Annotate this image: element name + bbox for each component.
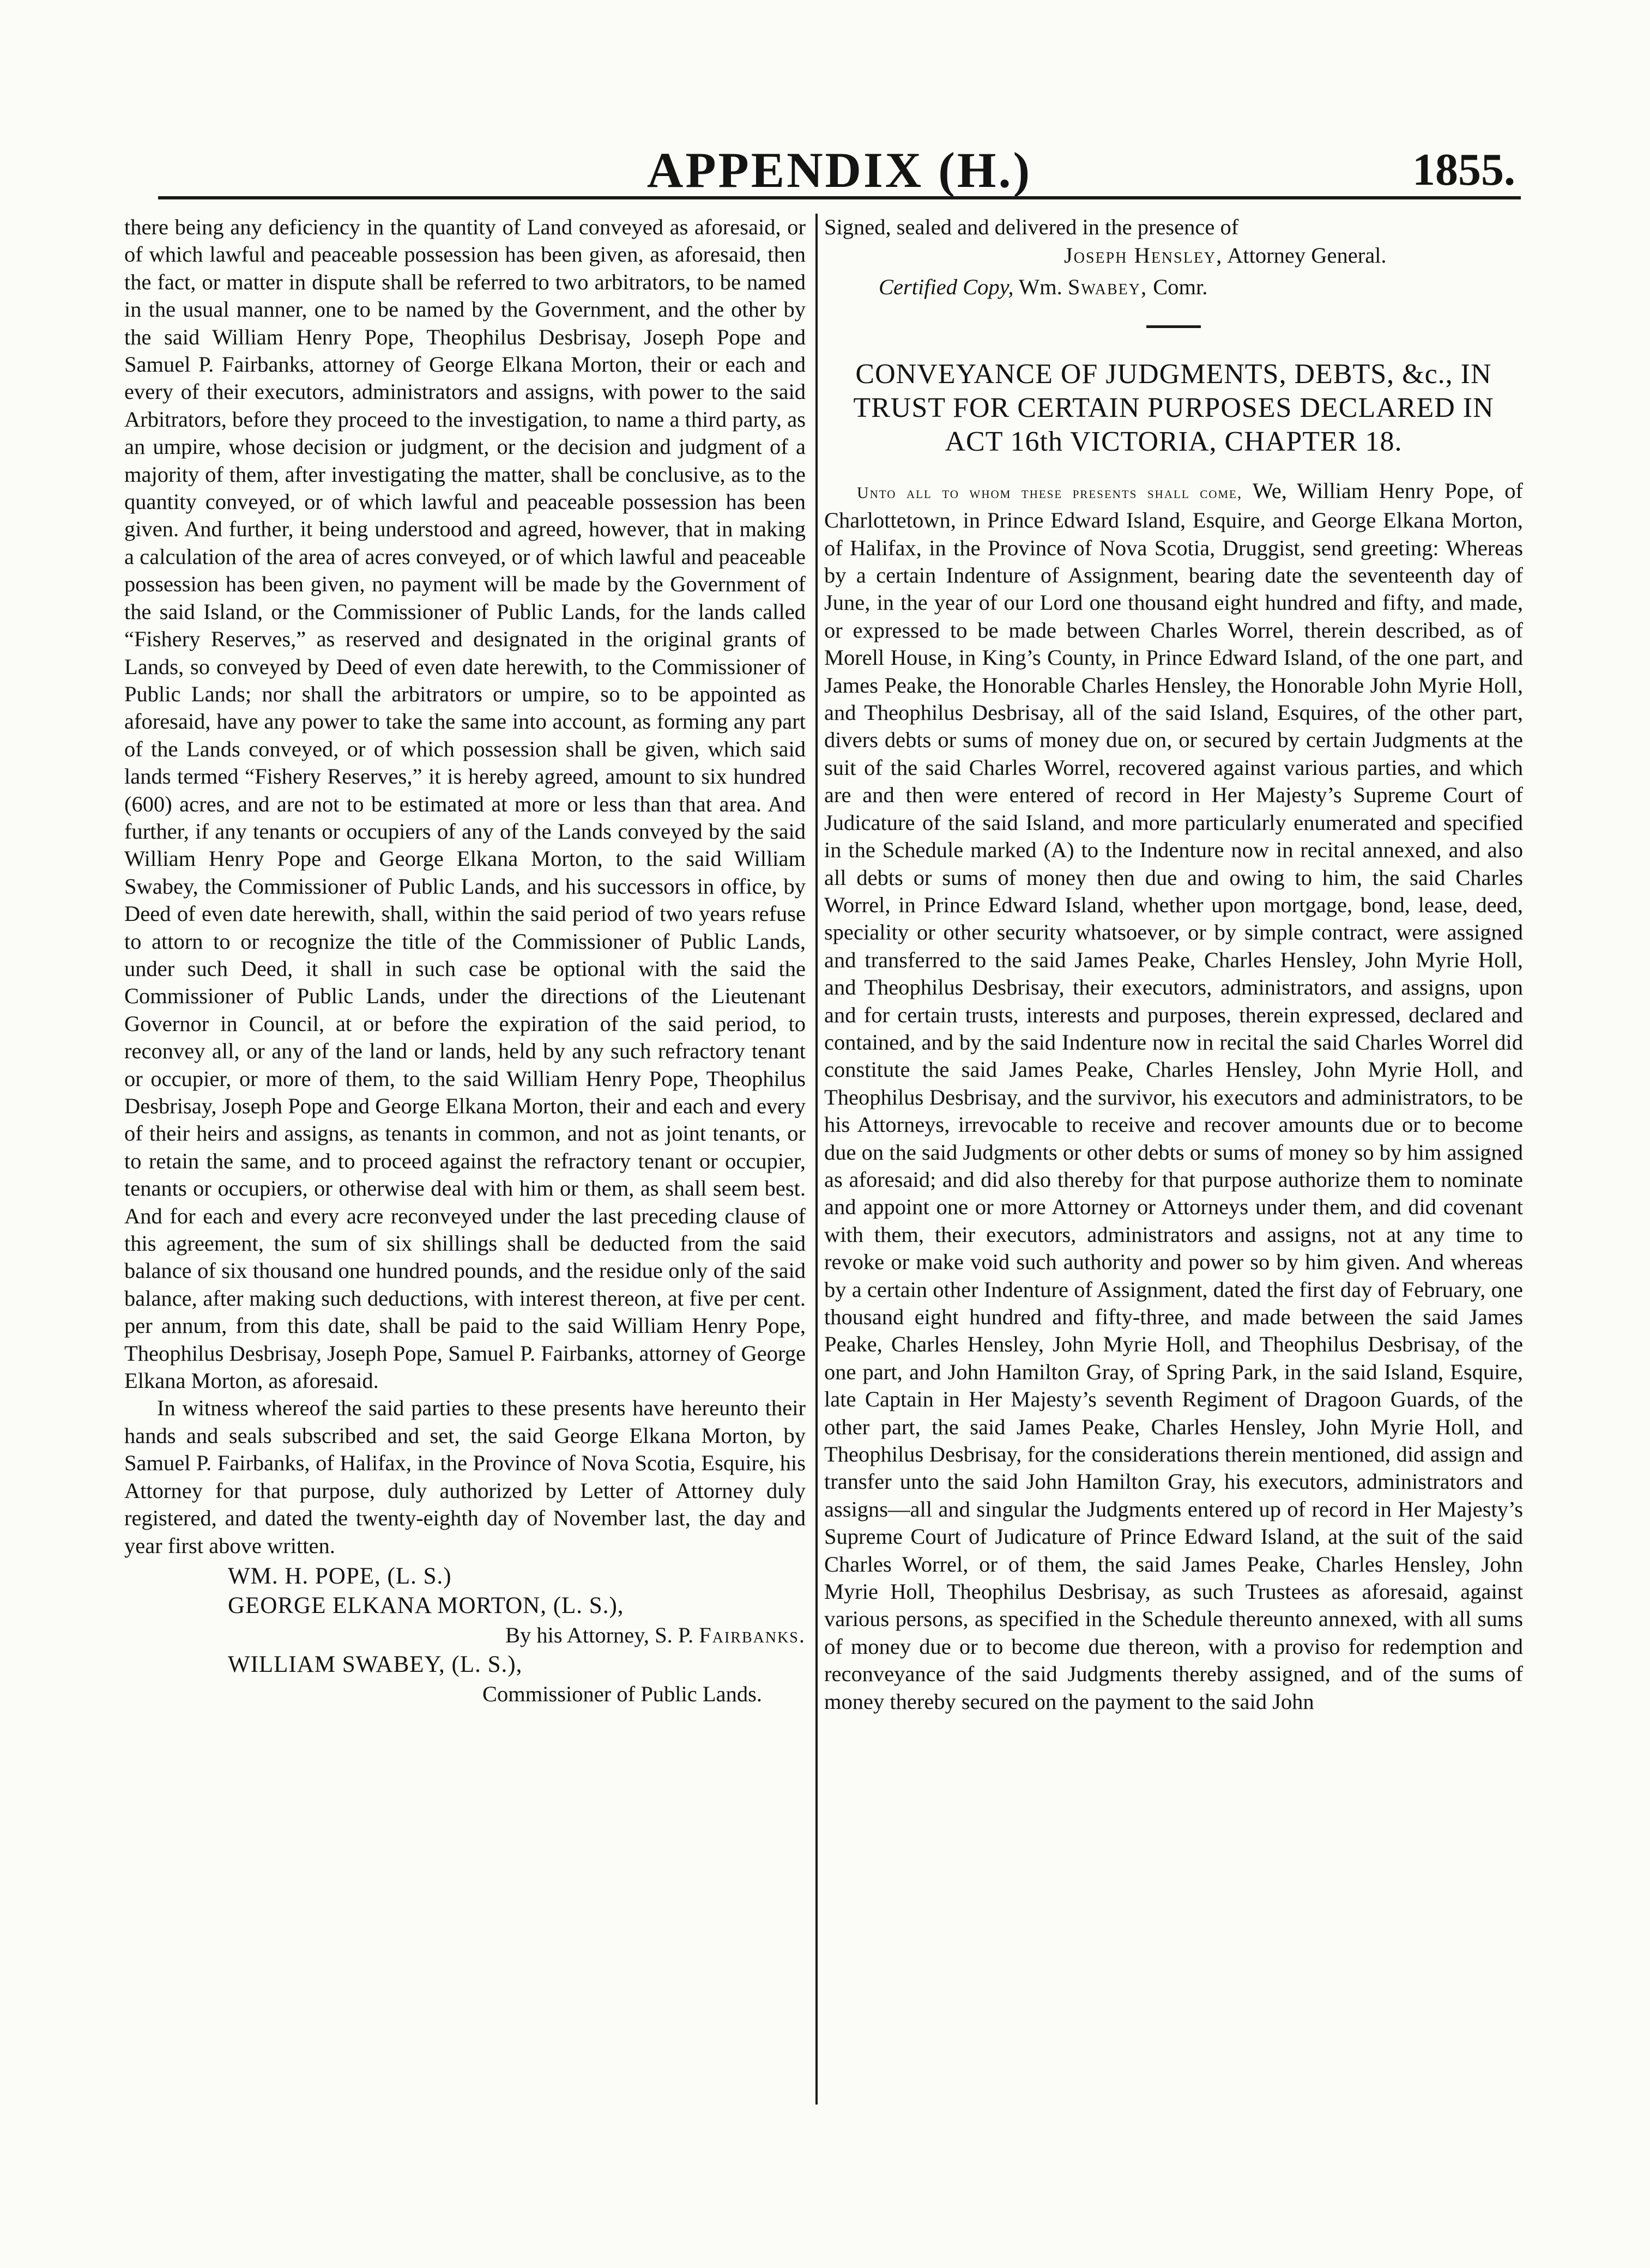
section-heading: CONVEYANCE OF JUDGMENTS, DEBTS, &c., IN TRUST FOR CERTAIN PURPOSES DECLARED IN ACT 16th VICTORIA, CHAPTER 18.	[853, 358, 1494, 457]
left-column	[124, 214, 806, 1709]
attorney-prefix: By his Attorney, S. P.	[505, 1622, 699, 1647]
signature-swabey: WILLIAM SWABEY, (L. S.),	[228, 1651, 523, 1677]
attorney-name: Fairbanks.	[699, 1622, 806, 1647]
right-column	[824, 214, 1523, 1715]
signature-pope: WM. H. POPE, (L. S.)	[228, 1563, 452, 1589]
witness-title: Attorney General.	[1223, 243, 1387, 268]
signed-line: Signed, sealed and delivered in the presence of	[824, 215, 1239, 239]
certified-label: Certified Copy,	[879, 275, 1014, 300]
certified-name: Swabey,	[1067, 275, 1148, 300]
certified-suffix: Comr.	[1147, 275, 1208, 300]
certified-copy-line	[824, 274, 1523, 301]
signature-morton-attorney	[124, 1621, 806, 1650]
conveyance-paragraph	[824, 477, 1523, 1715]
certified-prefix: Wm.	[1013, 275, 1068, 300]
signature-swabey-title: Commissioner of Public Lands.	[482, 1681, 762, 1706]
witness-attestation	[824, 241, 1523, 270]
column-divider	[815, 214, 818, 2105]
section-rule	[1146, 325, 1201, 328]
page-year: 1855.	[1412, 144, 1515, 195]
witness-name: Joseph Hensley,	[1064, 243, 1223, 268]
witness-paragraph: In witness whereof the said parties to these presents have hereunto their hands and seals subscribed and set, the said George Elkana Morton, by Samuel P. Fairbanks, of Halifax, in the Province of Nova Scotia, Esquire, his Attorney for that purpose, duly authorized by Letter of Attorney duly registered, and dated the twenty-eighth day of November last, the day and year first above written.	[124, 1396, 806, 1558]
appendix-title: APPENDIX (H.)	[646, 142, 1032, 198]
conveyance-body: We, William Henry Pope, of Charlottetown, in Prince Edward Island, Esquire, and George Elkana Morton, of Halifax, in the Province of Nova Scotia, Druggist, send greeting: Whereas by a certain Indenture of Assignment, bearing date the seventeenth day of June, in the year of our Lord one thousand eight hundred and fifty, and made, or expressed to be made between Charles Worrel, therein described, as of Morell House, in King’s County, in Prince Edward Island, of the one part, and James Peake, the Honorable Charles Hensley, the Honorable John Myrie Holl, and Theophilus Desbrisay, all of the said Island, Esquires, of the other part, divers debts or sums of money due on, or secured by certain Judgments at the suit of the said Charles Worrel, recovered against various parties, and which are and then were entered of record in Her Majesty’s Supreme Court of Judicature of the said Island, and more particularly enumerated and specified in the Schedule marked (A) to the Indenture now in recital annexed, and also all debts or sums of money then due and owing to him, the said Charles Worrel, in Prince Edward Island, whether upon mortgage, bond, lease, deed, speciality or other security whatsoever, or by simple contract, were assigned and transferred to the said James Peake, Charles Hensley, John Myrie Holl, and Theophilus Desbrisay, their executors, administrators, and assigns, upon and for certain trusts, interests and purposes, therein expressed, declared and contained, and by the said Indenture now in recital the said Charles Worrel did constitute the said James Peake, Charles Hensley, John Myrie Holl, and Theophilus Desbrisay, and the survivor, his executors and administrators, to be his Attorneys, irrevocable to receive and recover amounts due or to become due on the said Judgments or other debts or sums of money so by him assigned as aforesaid; and did also thereby for that purpose authorize them to nominate and appoint one or more Attorney or Attorneys under them, and did covenant with them, their executors, administrators and assigns, not at any time to revoke or make void such authority and power so by him given. And whereas by a certain other Indenture of Assignment, dated the first day of February, one thousand eight hundred and fifty-three, and made between the said James Peake, Charles Hensley, John Myrie Holl, and Theophilus Desbrisay, of the one part, and John Hamilton Gray, of Spring Park, in the said Island, Esquire, late Captain in Her Majesty’s seventh Regiment of Dragoon Guards, of the other part, the said James Peake, Charles Hensley, John Myrie Holl, and Theophilus Desbrisay, for the considerations therein mentioned, did assign and transfer unto the said John Hamilton Gray, his executors, administrators and assigns—all and singular the Judgments entered up of record in Her Majesty’s Supreme Court of Judicature of Prince Edward Island, at the suit of the said Charles Worrel, or of them, the said James Peake, Charles Hensley, John Myrie Holl, Theophilus Desbrisay, as such Trustees as aforesaid, against various persons, as specified in the Schedule thereunto annexed, with all sums of money due or to become due thereon, with a proviso for redemption and reconveyance of the said Judgments thereby assigned, and of the sums of money thereby secured on the payment to the said John	[824, 478, 1523, 1714]
signature-morton: GEORGE ELKANA MORTON, (L. S.),	[228, 1592, 624, 1618]
opening-words: Unto all to whom these presents shall come,	[857, 483, 1243, 502]
page-header	[158, 143, 1521, 203]
signature-block	[124, 1562, 806, 1709]
agreement-paragraph: there being any deficiency in the quantity of Land conveyed as aforesaid, or of which lawful and peaceable possession has been given, as aforesaid, then the fact, or matter in dispute shall be referred to two arbitrators, to be named in the usual manner, one to be named by the Government, and the other by the said William Henry Pope, Theophilus Desbrisay, Joseph Pope and Samuel P. Fairbanks, attorney of George Elkana Morton, their or each and every of their executors, administrators and assigns, with power to the said Arbitrators, before they proceed to the investigation, to name a third party, as an umpire, whose decision or judgment, or the decision and judgment of a majority of them, after investigating the matter, shall be conclusive, as to the quantity conveyed, or of which lawful and peaceable possession has been given. And further, it being understood and agreed, however, that in making a calculation of the area of acres conveyed, or of which lawful and peaceable possession has been given, no payment will be made by the Government of the said Island, or the Commissioner of Public Lands, for the lands called “Fishery Reserves,” as reserved and designated in the original grants of Lands, so conveyed by Deed of even date herewith, to the Commissioner of Public Lands; nor shall the arbitrators or umpire, so to be appointed as aforesaid, have any power to take the same into account, as forming any part of the Lands conveyed, or of which possession shall be given, which said lands termed “Fishery Reserves,” it is hereby agreed, amount to six hundred (600) acres, and are not to be estimated at more or less than that area. And further, if any tenants or occupiers of any of the Lands conveyed by the said William Henry Pope and George Elkana Morton, to the said William Swabey, the Commissioner of Public Lands, and his successors in office, by Deed of even date herewith, shall, within the said period of two years refuse to attorn to or recognize the title of the Commissioner of Public Lands, under such Deed, it shall in such case be optional with the said the Commissioner of Public Lands, under the directions of the Lieutenant Governor in Council, at or before the expiration of the said period, to reconvey all, or any of the land or lands, held by any such refractory tenant or occupier, or more of them, to the said William Henry Pope, Theophilus Desbrisay, Joseph Pope and George Elkana Morton, their and each and every of their heirs and assigns, as tenants in common, and not as joint tenants, or to retain the same, and to proceed against the refractory tenant or occupier, tenants or occupiers, or otherwise deal with him or them, as shall seem best. And for each and every acre reconveyed under the last preceding clause of this agreement, the sum of six shillings shall be deducted from the said balance of six thousand one hundred pounds, and the residue only of the said balance, after making such deductions, with interest thereon, at five per cent. per annum, from this date, shall be paid to the said William Henry Pope, Theophilus Desbrisay, Joseph Pope, Samuel P. Fairbanks, attorney of George Elkana Morton, as aforesaid.	[124, 215, 806, 1393]
header-rule	[158, 196, 1521, 199]
